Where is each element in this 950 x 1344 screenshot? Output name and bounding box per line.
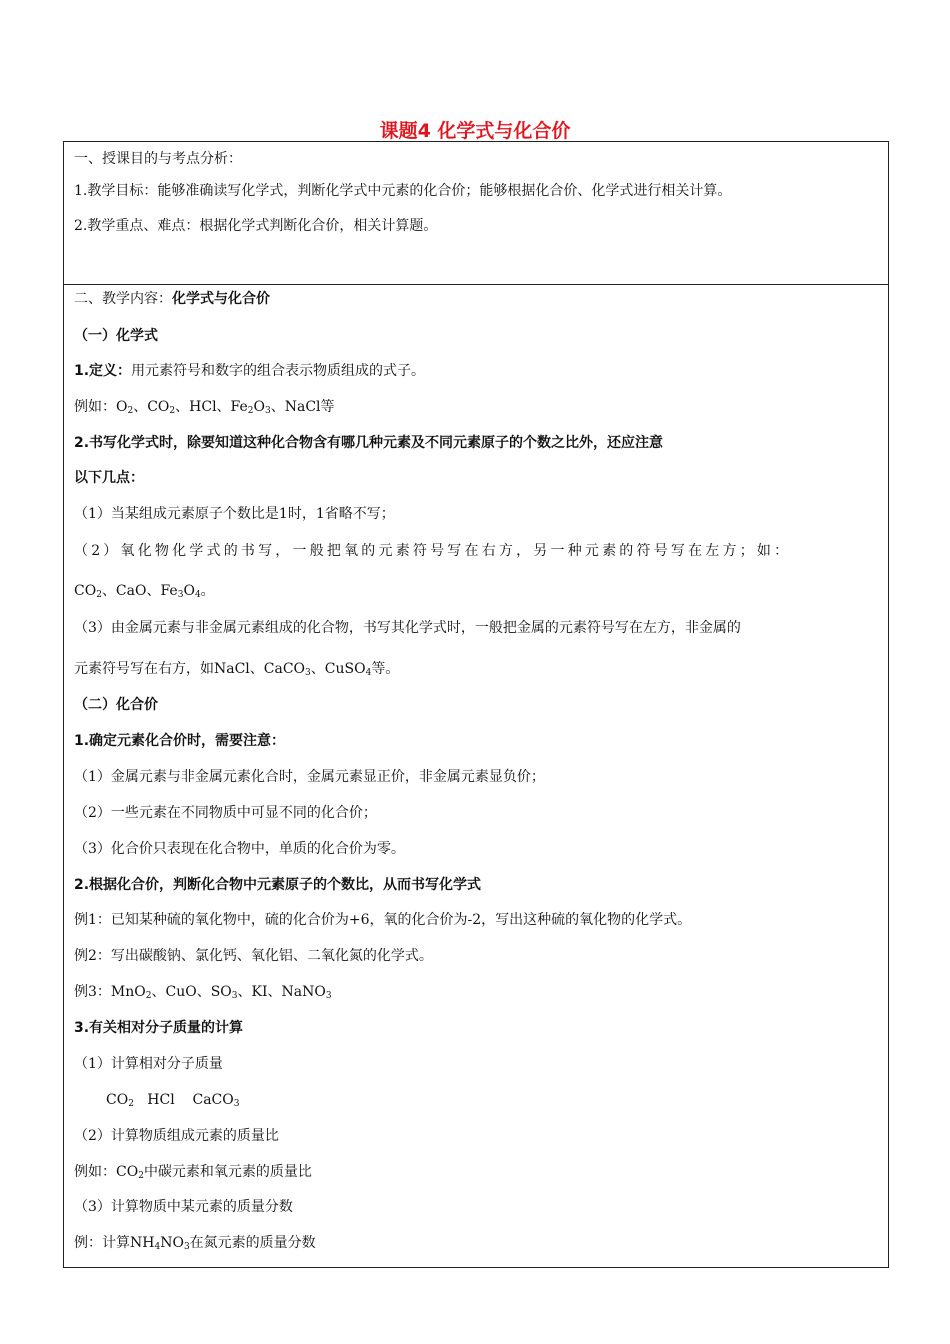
formula-examples: 例如：$O_2$、$CO_2$、HCl、$Fe_2O_3$、NaCl等	[74, 399, 335, 416]
valence-note-2: （2）一些元素在不同物质中可显不同的化合价；	[74, 805, 377, 821]
rule-2: （2）氧化物化学式的书写，一般把氧的元素符号写在右方，另一种元素的符号写在左方；如：	[74, 543, 792, 559]
valence-note-1: （1）金属元素与非金属元素化合时，金属元素显正价，非金属元素显负价；	[74, 769, 545, 785]
calc-2-example: 例如：$CO_2$中碳元素和氧元素的质量比	[74, 1164, 312, 1181]
objectives-heading: 一、授课目的与考点分析：	[74, 151, 242, 167]
example-2: 例2：写出碳酸钠、氯化钙、氧化铝、二氧化氮的化学式。	[74, 948, 433, 964]
molecular-mass-heading: 3.有关相对分子质量的计算	[74, 1020, 244, 1036]
rule-2-examples: $CO_2$、CaO、$Fe_3O_4$。	[74, 583, 215, 600]
example-1: 例1：已知某种硫的氧化物中，硫的化合价为+6，氧的化合价为-2，写出这种硫的氧化物的化学式。	[74, 912, 692, 928]
content-box	[63, 284, 889, 1268]
writing-rules-heading-cont: 以下几点：	[74, 470, 144, 486]
calc-3: （3）计算物质中某元素的质量分数	[74, 1199, 293, 1215]
calc-1: （1）计算相对分子质量	[74, 1056, 223, 1072]
valence-apply-heading: 2.根据化合价，判断化合物中元素原子的个数比，从而书写化学式	[74, 877, 482, 893]
valence-notes-heading: 1.确定元素化合价时，需要注意：	[74, 733, 286, 749]
rule-3: （3）由金属元素与非金属元素组成的化合物，书写其化学式时，一般把金属的元素符号写在左方，非金属的	[74, 620, 741, 636]
content-heading: 二、教学内容：化学式与化合价	[74, 291, 270, 307]
objectives-box	[63, 141, 889, 285]
calc-2: （2）计算物质组成元素的质量比	[74, 1128, 279, 1144]
example-3: 例3：MnO$_2$、CuO、$SO_3$、KI、NaNO$_3$	[74, 984, 332, 1001]
calc-3-example: 例：计算$NH_4NO_3$在氮元素的质量分数	[74, 1235, 316, 1252]
teaching-focus: 2.教学重点、难点：根据化学式判断化合价，相关计算题。	[74, 218, 438, 234]
section-heading-valence: （二）化合价	[74, 697, 158, 713]
rule-1: （1）当某组成元素原子个数比是1时，1省略不写；	[74, 506, 395, 522]
calc-1-formulas: $CO_2$ HCl CaCO$_3$	[106, 1092, 240, 1109]
section-heading-formula: （一）化学式	[74, 328, 158, 344]
writing-rules-heading: 2.书写化学式时，除要知道这种化合物含有哪几种元素及不同元素原子的个数之比外，还应注意	[74, 435, 664, 451]
definition: 1.定义：用元素符号和数字的组合表示物质组成的式子。	[74, 363, 426, 379]
rule-3-cont: 元素符号写在右方，如NaCl、CaCO$_3$、CuSO$_4$等。	[74, 661, 400, 678]
page-title: 课题4 化学式与化合价	[379, 120, 571, 142]
teaching-goal: 1.教学目标：能够准确读写化学式，判断化学式中元素的化合价；能够根据化合价、化学式进行相关计算。	[74, 183, 732, 199]
valence-note-3: （3）化合价只表现在化合物中，单质的化合价为零。	[74, 841, 405, 857]
